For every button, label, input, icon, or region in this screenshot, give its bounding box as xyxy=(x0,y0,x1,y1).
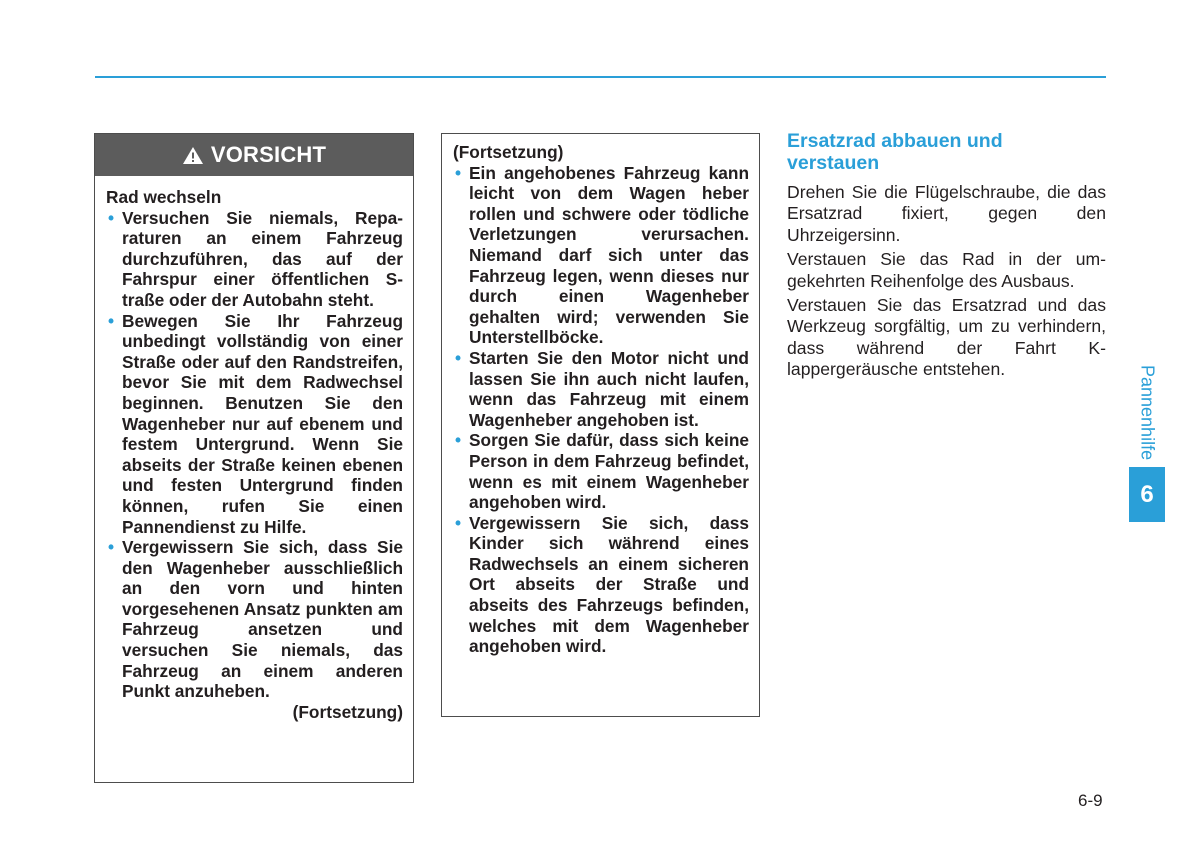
section-body xyxy=(787,182,1106,384)
chapter-number: 6 xyxy=(1140,480,1154,508)
continuation-bullet-list xyxy=(453,163,749,657)
caution-bullet-list xyxy=(106,208,403,702)
section-paragraph: Verstauen Sie das Rad in der umgekehrten Reihenfolge des Ausbaus. xyxy=(787,249,1106,291)
continuation-body xyxy=(442,134,759,657)
caution-title: VORSICHT xyxy=(210,142,327,167)
continued-note: (Fortsetzung) xyxy=(292,701,403,722)
caution-body xyxy=(95,176,413,722)
section-title: Ersatzrad abbauen und verstauen xyxy=(787,130,1003,174)
chapter-side-label-text: Pannenhilfe xyxy=(1137,365,1158,461)
warning-triangle-icon xyxy=(182,146,204,165)
section-paragraph: Drehen Sie die Flügelschraube, die das Ersatzrad fixiert, gegen den Uhrzeigersinn. xyxy=(787,182,1106,245)
caution-bullet: • Versuchen Sie niemals, Reparaturen an einem Fahrzeug durchzuführen, das auf der Fahrspur einer öffentlichen Straße oder der Autobahn steht. xyxy=(106,208,403,311)
chapter-side-label[interactable] xyxy=(1129,360,1165,466)
page-number: 6-9 xyxy=(1078,791,1103,810)
continuation-bullet: • Sorgen Sie dafür, dass sich keine Person in dem Fahrzeug befindet, wenn es mit einem Wagenheber angehoben wird. xyxy=(453,430,749,512)
caution-header xyxy=(95,134,413,176)
continuation-box xyxy=(441,133,760,717)
continuation-bullet: • Vergewissern Sie sich, dass Kinder sich während eines Radwechsels an einem sicheren Ort abseits der Straße und abseits des Fahrzeugs befinden, welches mit dem Wagenheber angehoben wird. xyxy=(453,513,749,657)
caution-bullet: • Bewegen Sie Ihr Fahrzeug unbedingt vollständig von einer Straße oder auf den Randstreifen, bevor Sie mit dem Radwechsel beginnen. Benutzen Sie den Wagenheber nur auf ebenem und festem Untergrund. Wenn Sie abseits der Straße keinen ebenen und festen Untergrund finden können, rufen Sie einen Pannendienst zu Hilfe. xyxy=(106,311,403,538)
continuation-bullet: • Starten Sie den Motor nicht und lassen Sie ihn auch nicht laufen, wenn das Fahrzeug mit einem Wagenheber angehoben ist. xyxy=(453,348,749,430)
continuation-bullet: • Ein angehobenes Fahrzeug kann leicht von dem Wagen heber rollen und schwere oder tödliche Verletzungen verursachen. Niemand darf sich unter das Fahrzeug legen, wenn dieses nur durch einen Wagenheber gehalten wird; verwenden Sie Unterstellböcke. xyxy=(453,163,749,348)
caution-box xyxy=(94,133,414,783)
section-paragraph: Verstauen Sie das Ersatzrad und das Werkzeug sorgfältig, um zu verhindern, dass während der Fahrt Klappergeräusche entstehen. xyxy=(787,295,1106,380)
caution-bullet: • Vergewissern Sie sich, dass Sie den Wagenheber ausschließlich an den vorn und hinten vorgesehenen Ansatz punkten am Fahrzeug ansetzen und versuchen Sie niemals, das Fahrzeug an einem anderen Punkt anzuheben. xyxy=(106,537,403,702)
caution-heading: Rad wechseln xyxy=(106,187,222,207)
continuation-heading: (Fortsetzung) xyxy=(453,142,564,162)
chapter-tab[interactable] xyxy=(1129,467,1165,522)
top-rule xyxy=(95,76,1106,78)
